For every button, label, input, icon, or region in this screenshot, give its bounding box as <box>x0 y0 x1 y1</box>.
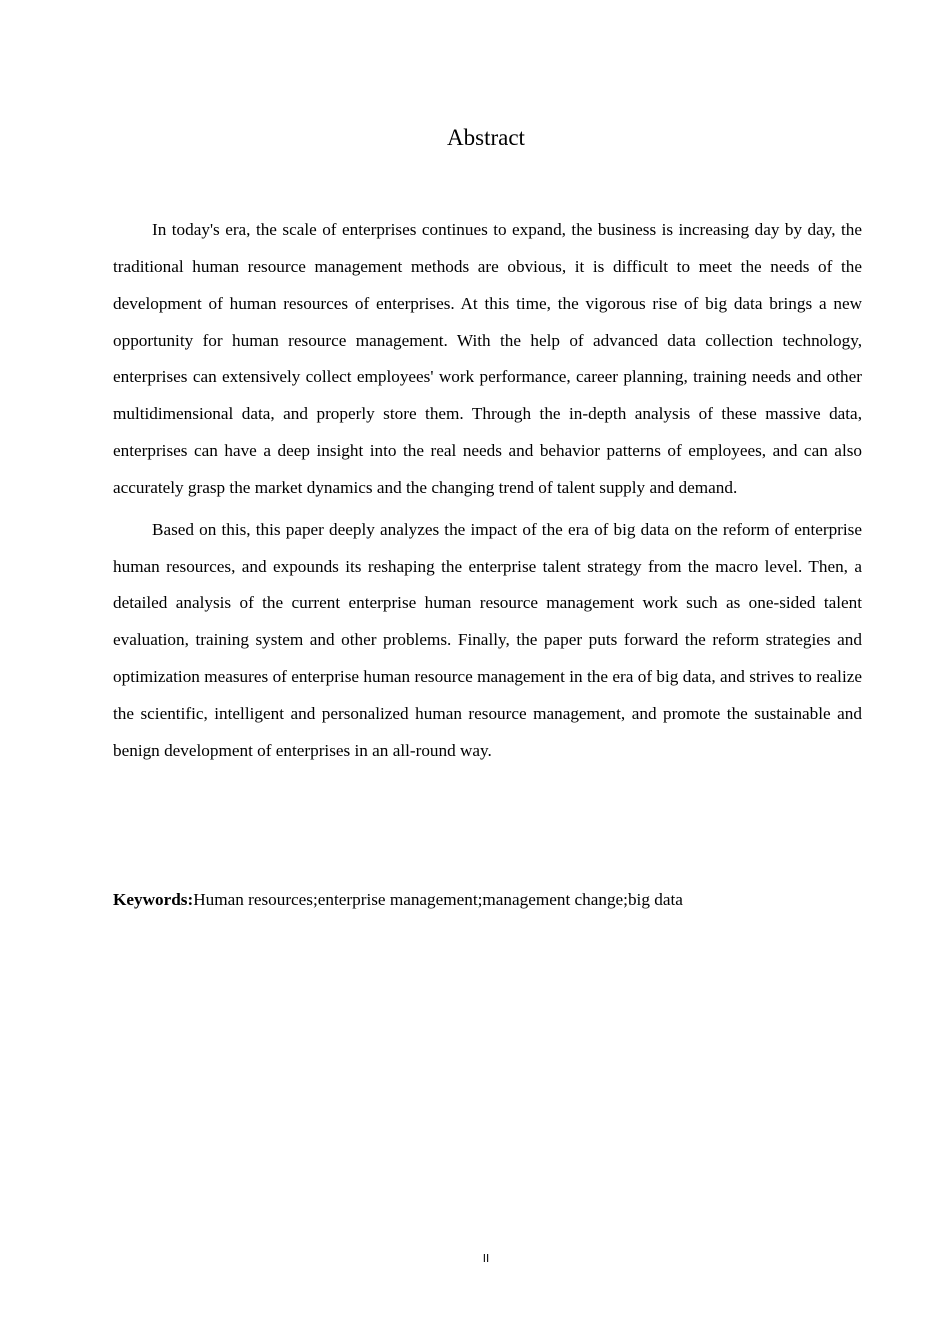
abstract-paragraph-2: Based on this, this paper deeply analyzes the impact of the era of big data on the reform of enterprise human resources, and expounds its reshaping the enterprise talent strategy from the macro level. Then, a detailed analysis of the current enterprise human resource management work such as one-sided talent evaluation, training system and other problems. Finally, the paper puts forward the reform strategies and optimization measures of enterprise human resource management in the era of big data, and strives to realize the scientific, intelligent and personalized human resource management, and promote the sustainable and benign development of enterprises in an all-round way. <box>113 519 862 760</box>
keywords-label: Keywords: <box>113 890 194 909</box>
abstract-paragraph-1: In today's era, the scale of enterprises continues to expand, the business is increasing day by day, the traditional human resource management methods are obvious, it is difficult to meet the needs of the development of human resources of enterprises. At this time, the vigorous rise of big data brings a new opportunity for human resource management. With the help of advanced data collection technology, enterprises can extensively collect employees' work performance, career planning, training needs and other multidimensional data, and properly store them. Through the in-depth analysis of these massive data, enterprises can have a deep insight into the real needs and behavior patterns of employees, and can also accurately grasp the market dynamics and the changing trend of talent supply and demand. <box>113 220 862 497</box>
page-number: II <box>482 1252 490 1265</box>
abstract-title: Abstract <box>447 125 525 150</box>
keywords-line <box>113 884 873 916</box>
abstract-body <box>113 212 862 770</box>
keywords-text: Human resources;enterprise management;management change;big data <box>193 890 683 909</box>
